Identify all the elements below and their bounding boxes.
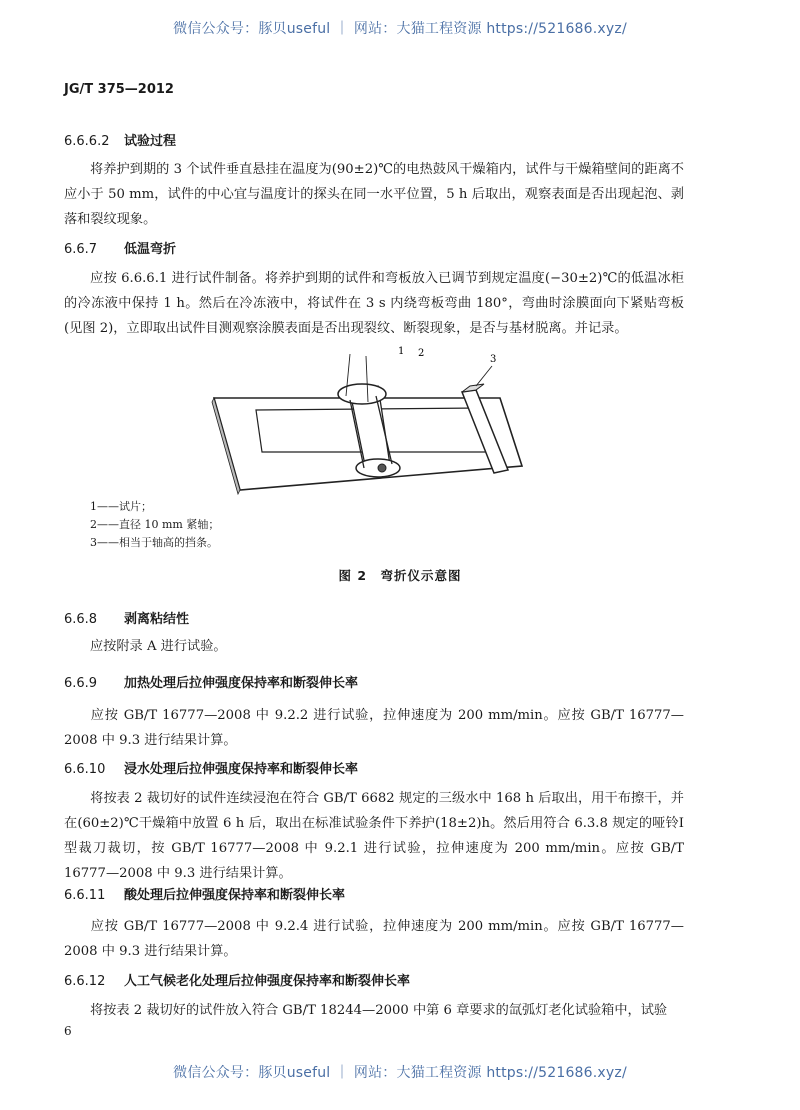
section-number: 6.6.10	[64, 762, 106, 777]
callout-label-3: 3	[490, 354, 497, 365]
legend-item: 1——试片；	[90, 500, 152, 513]
callout-label-1: 1	[398, 346, 405, 357]
section-title: 浸水处理后拉伸强度保持率和断裂伸长率	[124, 762, 359, 777]
section-number: 6.6.6.2	[64, 134, 110, 149]
watermark-bottom: 微信公众号：豚贝useful ｜ 网站：大猫工程资源 https://521686.xyz/	[173, 1065, 627, 1081]
paragraph: 应按 6.6.6.1 进行试件制备。将养护到期的试件和弯板放入已调节到规定温度(−30±2)℃的低温冰柜的冷冻液中保持 1 h。然后在冷冻液中，将试件在 3 s 内绕弯板弯曲 180°，弯曲时涂膜面向下紧贴弯板(见图 2)，立即取出试件目测观察涂膜表面是否出现裂纹、断裂现象，是否与基材脱离。并记录。	[64, 271, 684, 336]
figure-legend	[90, 498, 219, 552]
figure-bending-apparatus	[200, 340, 540, 500]
section-title: 加热处理后拉伸强度保持率和断裂伸长率	[124, 676, 359, 691]
section-number: 6.6.12	[64, 974, 106, 989]
section-heading-6-6-12	[64, 970, 410, 989]
axle-hub-top	[338, 384, 386, 404]
section-number: 6.6.11	[64, 888, 106, 903]
section-heading-6-6-11	[64, 884, 345, 903]
section-heading-6-6-6-2	[64, 130, 176, 149]
legend-item: 3——相当于轴高的挡条。	[90, 536, 218, 549]
standard-code: JG/T 375—2012	[64, 82, 174, 97]
page-number: 6	[64, 1024, 72, 1038]
section-text-6-6-11	[64, 914, 684, 964]
section-text-6-6-10	[64, 786, 684, 886]
section-number: 6.6.9	[64, 676, 98, 691]
section-heading-6-6-8	[64, 608, 189, 627]
section-heading-6-6-10	[64, 758, 358, 777]
bending-apparatus-drawing	[200, 340, 540, 500]
paragraph: 应按 GB/T 16777—2008 中 9.2.4 进行试验，拉伸速度为 200 mm/min。应按 GB/T 16777—2008 中 9.3 进行结果计算。	[64, 919, 684, 959]
figure-caption: 图 2 弯折仪示意图	[338, 568, 462, 583]
section-number: 6.6.7	[64, 242, 98, 257]
section-number: 6.6.8	[64, 612, 98, 627]
legend-item: 2——直径 10 mm 紧轴；	[90, 518, 220, 531]
paragraph: 将养护到期的 3 个试件垂直悬挂在温度为(90±2)℃的电热鼓风干燥箱内，试件与干燥箱壁间的距离不应小于 50 mm，试件的中心宜与温度计的探头在同一水平位置，5 h 后取出，观察表面是否出现起泡、剥落和裂纹现象。	[64, 162, 684, 227]
section-heading-6-6-7	[64, 238, 176, 257]
section-heading-6-6-9	[64, 672, 358, 691]
section-title: 酸处理后拉伸强度保持率和断裂伸长率	[124, 888, 346, 903]
section-text-6-6-12	[64, 998, 684, 1023]
watermark-top: 微信公众号：豚贝useful ｜ 网站：大猫工程资源 https://521686.xyz/	[173, 21, 627, 37]
paragraph: 将按表 2 裁切好的试件连续浸泡在符合 GB/T 6682 规定的三级水中 168 h 后取出，用干布擦干，并在(60±2)℃干燥箱中放置 6 h 后，取出在标准试验条件下养护(18±2)h。然后用符合 6.3.8 规定的哑铃Ⅰ型裁刀裁切，按 GB/T 16777—2008 中 9.2.1 进行试验，拉伸速度为 200 mm/min。应按 GB/T 16777—2008 中 9.3 进行结果计算。	[64, 791, 684, 881]
paragraph: 应按 GB/T 16777—2008 中 9.2.2 进行试验，拉伸速度为 200 mm/min。应按 GB/T 16777—2008 中 9.3 进行结果计算。	[64, 708, 684, 748]
section-text-6-6-9	[64, 703, 684, 753]
section-title: 试验过程	[124, 134, 177, 149]
paragraph: 将按表 2 裁切好的试件放入符合 GB/T 18244—2000 中第 6 章要求的氙弧灯老化试验箱中，试验	[90, 1003, 668, 1018]
section-title: 剥离粘结性	[124, 612, 190, 627]
section-text-6-6-8	[64, 634, 684, 659]
section-title: 低温弯折	[124, 242, 177, 257]
callout-label-2: 2	[418, 348, 425, 359]
section-text-6-6-6-2	[64, 157, 684, 232]
section-title: 人工气候老化处理后拉伸强度保持率和断裂伸长率	[124, 974, 411, 989]
paragraph: 应按附录 A 进行试验。	[90, 639, 227, 654]
section-text-6-6-7	[64, 266, 684, 341]
